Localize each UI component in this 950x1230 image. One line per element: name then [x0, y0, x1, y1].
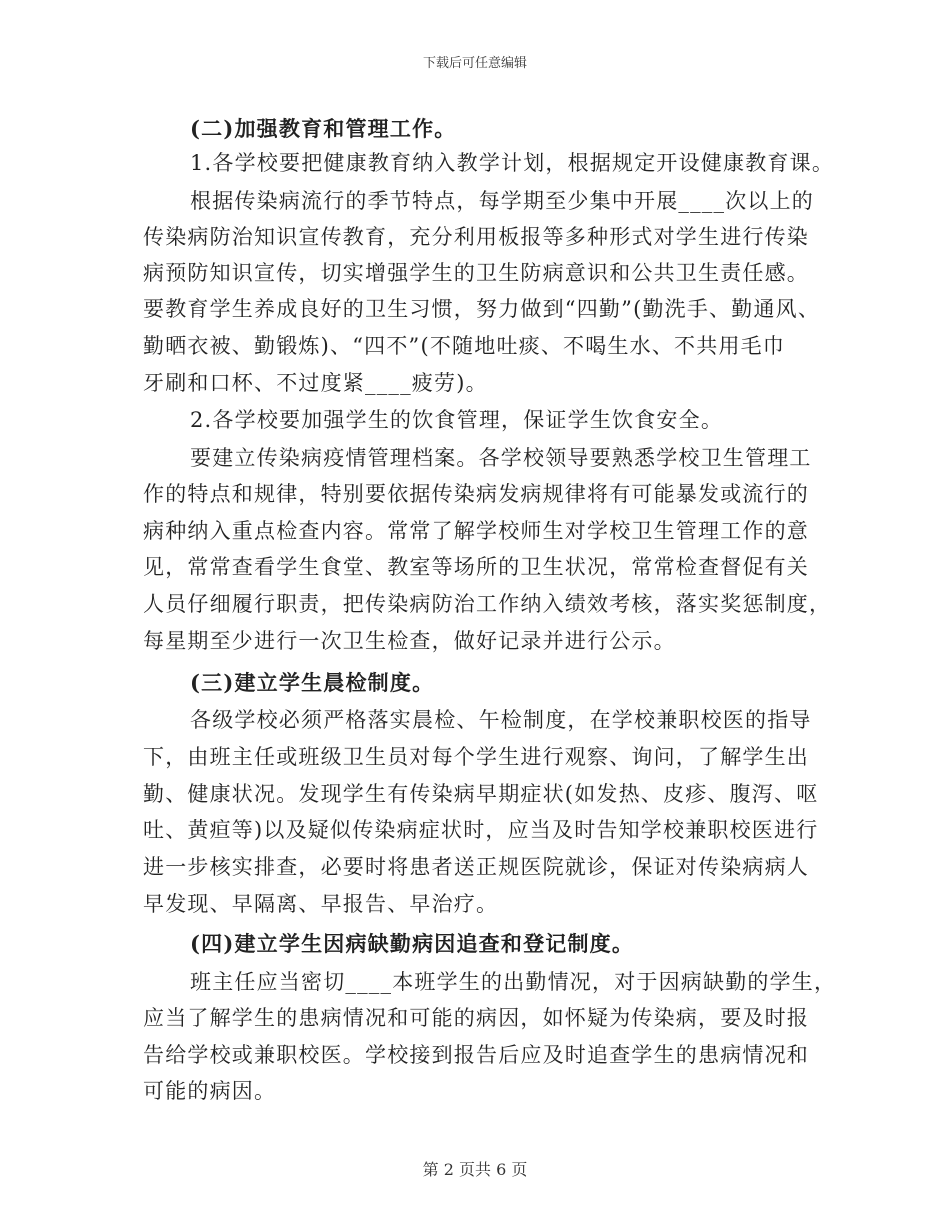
paragraph-line: 下，由班主任或班级卫生员对每个学生进行观察、询问，了解学生出	[143, 745, 809, 769]
paragraph-line: 每星期至少进行一次卫生检查，做好记录并进行公示。	[143, 629, 676, 653]
paragraph-line: 勤晒衣被、勤锻炼)、“四不”(不随地吐痰、不喝生水、不共用毛巾	[143, 334, 786, 358]
page-header: 下载后可任意编辑	[422, 56, 527, 71]
paragraph-line: 告给学校或兼职校医。学校接到报告后应及时追查学生的患病情况和	[143, 1043, 809, 1067]
paragraph-line: 班主任应当密切____本班学生的出勤情况，对于因病缺勤的学生，	[190, 970, 837, 994]
paragraph-line: 要建立传染病疫情管理档案。各学校领导要熟悉学校卫生管理工	[190, 446, 812, 470]
section-heading-4: (四)建立学生因病缺勤病因追查和登记制度。	[190, 931, 635, 956]
page-footer: 第 2 页共 6 页	[422, 1160, 528, 1179]
paragraph-line: 见，常常查看学生食堂、教室等场所的卫生状况，常常检查督促有关	[143, 555, 809, 579]
paragraph-line: 1.各学校要把健康教育纳入教学计划，根据规定开设健康教育课。	[190, 151, 835, 175]
section-heading-3: (三)建立学生晨检制度。	[190, 670, 435, 695]
paragraph-line: 勤、健康状况。发现学生有传染病早期症状(如发热、皮疹、腹泻、呕	[143, 782, 819, 806]
paragraph-line: 病预防知识宣传，切实增强学生的卫生防病意识和公共卫生责任感。	[143, 261, 809, 285]
paragraph-line: 吐、黄疸等)以及疑似传染病症状时，应当及时告知学校兼职校医进行	[143, 818, 819, 842]
paragraph-line: 根据传染病流行的季节特点，每学期至少集中开展____次以上的	[190, 189, 814, 213]
paragraph-line: 应当了解学生的患病情况和可能的病因，如怀疑为传染病，要及时报	[143, 1006, 809, 1030]
paragraph-line: 2.各学校要加强学生的饮食管理，保证学生饮食安全。	[190, 408, 724, 432]
paragraph-line: 可能的病因。	[143, 1079, 277, 1103]
paragraph-line: 早发现、早隔离、早报告、早治疗。	[143, 892, 499, 916]
paragraph-line: 要教育学生养成良好的卫生习惯，努力做到“四勤”(勤洗手、勤通风、	[143, 297, 821, 321]
paragraph-line: 人员仔细履行职责，把传染病防治工作纳入绩效考核，落实奖惩制度，	[143, 592, 832, 616]
paragraph-line: 传染病防治知识宣传教育，充分利用板报等多种形式对学生进行传染	[143, 225, 809, 249]
section-heading-2: (二)加强教育和管理工作。	[190, 116, 457, 141]
paragraph-line: 作的特点和规律，特别要依据传染病发病规律将有可能暴发或流行的	[143, 482, 809, 506]
paragraph-line: 各级学校必须严格落实晨检、午检制度，在学校兼职校医的指导	[190, 708, 812, 732]
paragraph-line: 牙刷和口杯、不过度紧____疲劳)。	[143, 371, 488, 395]
paragraph-line: 进一步核实排查，必要时将患者送正规医院就诊，保证对传染病病人	[143, 855, 809, 879]
paragraph-line: 病种纳入重点检查内容。常常了解学校师生对学校卫生管理工作的意	[143, 519, 809, 543]
